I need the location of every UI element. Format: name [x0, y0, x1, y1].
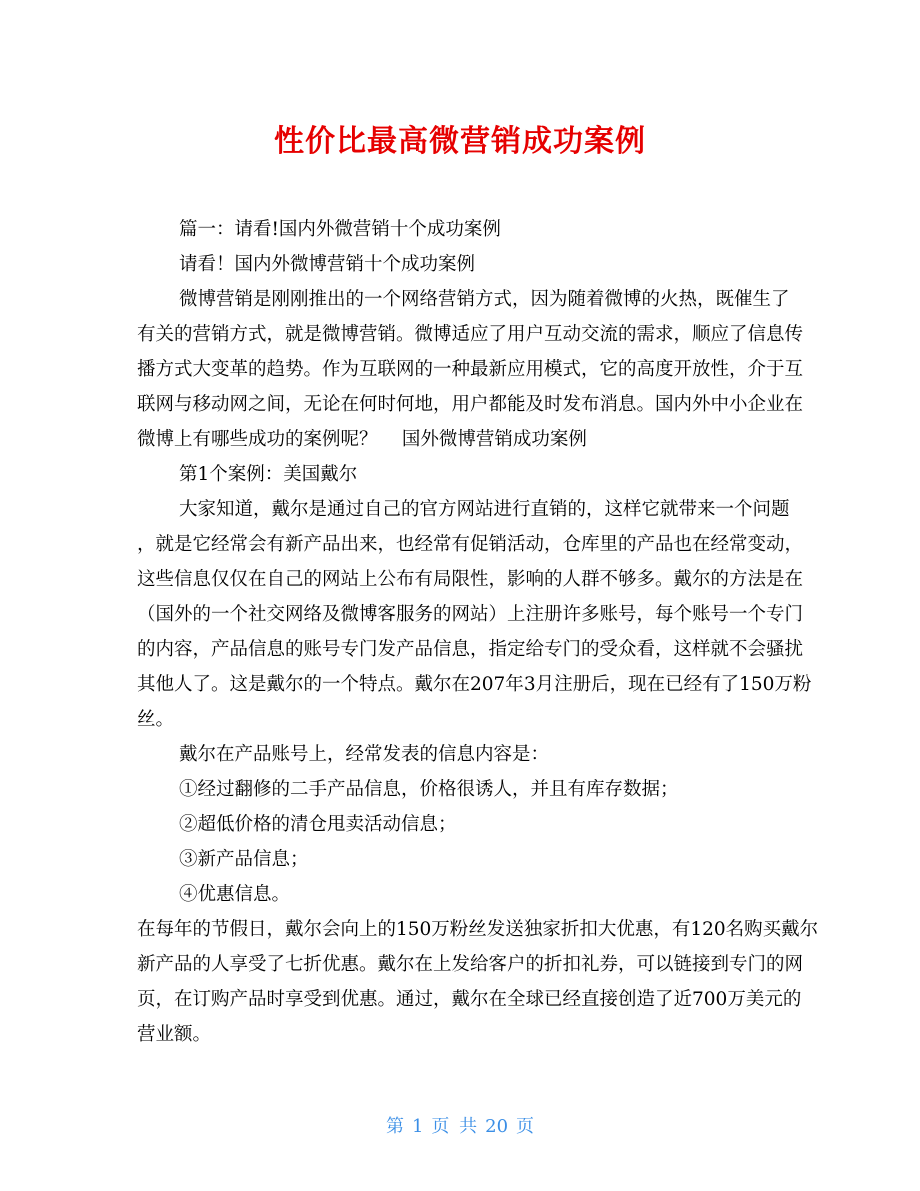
document-body — [137, 212, 819, 1052]
footer-page-number: 1 — [411, 1116, 424, 1137]
text-line: 篇一：请看!国内外微营销十个成功案例 — [179, 219, 501, 240]
text-line: 营业额。 — [137, 1024, 212, 1045]
text-line: ④优惠信息。 — [179, 884, 291, 905]
text-line: 的内容，产品信息的账号专门发产品信息，指定给专门的受众看，这样就不会骚扰 — [137, 639, 804, 660]
text-line: 丝。 — [137, 709, 175, 730]
text-line: ③新产品信息； — [179, 849, 309, 870]
text-line: 联网与移动网之间，无论在何时何地，用户都能及时发布消息。国内外中小企业在 — [137, 394, 804, 415]
footer-total-pages: 20 — [485, 1116, 509, 1137]
text-line: 这些信息仅仅在自己的网站上公布有局限性，影响的人群不够多。戴尔的方法是在 — [137, 569, 804, 590]
text-line: 有关的营销方式，就是微博营销。微博适应了用户互动交流的需求，顺应了信息传 — [137, 324, 804, 345]
text-line: 戴尔在产品账号上，经常发表的信息内容是： — [179, 744, 550, 765]
text-line: 页，在订购产品时享受到优惠。通过，戴尔在全球已经直接创造了近700万美元的 — [137, 989, 802, 1010]
text-line: ②超低价格的清仓甩卖活动信息； — [179, 814, 457, 835]
text-line: 大家知道，戴尔是通过自己的官方网站进行直销的，这样它就带来一个问题 — [179, 499, 790, 520]
text-line: ①经过翻修的二手产品信息，价格很诱人，并且有库存数据； — [179, 779, 679, 800]
text-line: 微博营销是刚刚推出的一个网络营销方式，因为随着微博的火热，既催生了 — [179, 289, 790, 310]
footer-prefix: 第 — [385, 1116, 404, 1137]
text-line: 其他人了。这是戴尔的一个特点。戴尔在207年3月注册后，现在已经有了150万粉 — [137, 674, 812, 695]
text-line: 请看！国内外微博营销十个成功案例 — [179, 254, 476, 275]
text-line: 在每年的节假日，戴尔会向上的150万粉丝发送独家折扣大优惠，有120名购买戴尔 — [137, 919, 819, 940]
text-line: 播方式大变革的趋势。作为互联网的一种最新应用模式，它的高度开放性，介于互 — [137, 359, 804, 380]
footer-mid: 页 共 — [431, 1116, 478, 1137]
text-line: 新产品的人享受了七折优惠。戴尔在上发给客户的折扣礼券，可以链接到专门的网 — [137, 954, 804, 975]
document-title: 性价比最高微营销成功案例 — [274, 124, 646, 159]
page-footer — [0, 1112, 920, 1138]
text-line: （国外的一个社交网络及微博客服务的网站）上注册许多账号，每个账号一个专门 — [137, 604, 804, 625]
text-line: 微博上有哪些成功的案例呢？ 国外微博营销成功案例 — [137, 429, 587, 450]
footer-suffix: 页 — [516, 1116, 535, 1137]
text-line: 第1个案例：美国戴尔 — [179, 464, 358, 485]
text-line: ，就是它经常会有新产品出来，也经常有促销活动，仓库里的产品也在经常变动， — [137, 534, 804, 555]
